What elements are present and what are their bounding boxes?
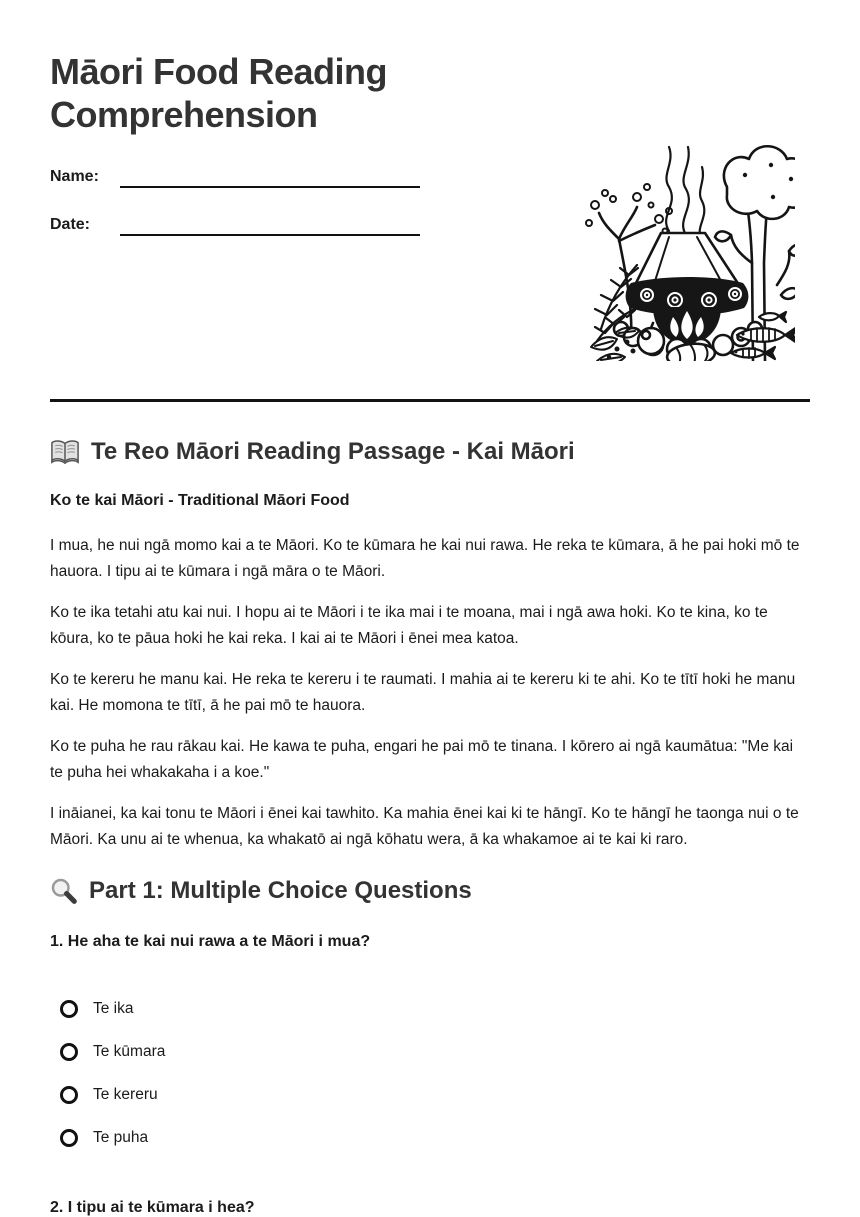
passage-paragraph: Ko te kereru he manu kai. He reka te kereru i te raumati. I mahia ai te kereru ki te ahi. Ko te tītī hoki he manu kai. He momona te tītī, ā he pai mō te hauora. — [50, 671, 796, 714]
option-te-kereru[interactable] — [50, 1083, 810, 1107]
passage-heading-text: Te Reo Māori Reading Passage - Kai Māori — [91, 438, 575, 465]
hangi-illustration — [545, 135, 795, 361]
question-2-text: 2. I tipu ai te kūmara i hea? — [50, 1199, 255, 1216]
name-label: Name: — [50, 168, 99, 186]
passage-heading — [50, 438, 810, 466]
option-te-kumara[interactable] — [50, 1040, 810, 1064]
passage-paragraph: I ināianei, ka kai tonu te Māori i ēnei kai tawhito. Ka mahia ēnei kai ki te hāngī. Ko te hāngī he taonga nui o te Māori. Ka unu ai te whenua, ka whakatō ai ngā kōhatu wera, ā ka whakamoe ai te kai ki raro. — [50, 805, 799, 848]
part1-section — [50, 877, 810, 1217]
option-label: Te puha — [93, 1129, 149, 1146]
passage-subheading: Ko te kai Māori - Traditional Māori Food — [50, 492, 350, 509]
radio-button[interactable] — [60, 1000, 78, 1018]
passage-paragraph: Ko te puha he rau rākau kai. He kawa te puha, engari he pai mō te tinana. I kōrero ai ngā kaumātua: "Me kai te puha hei whakakaha i a koe." — [50, 738, 794, 781]
passage-section — [50, 438, 810, 853]
question-1-options — [50, 997, 810, 1150]
worksheet-header — [50, 50, 810, 399]
name-input-line[interactable] — [120, 168, 420, 188]
worksheet-page — [0, 50, 860, 1217]
option-te-puha[interactable] — [50, 1126, 810, 1150]
magnifying-glass-icon — [50, 877, 78, 905]
option-label: Te ika — [93, 1000, 134, 1017]
open-book-icon — [50, 438, 80, 466]
option-label: Te kereru — [93, 1086, 158, 1103]
radio-button[interactable] — [60, 1086, 78, 1104]
radio-button[interactable] — [60, 1129, 78, 1147]
option-label: Te kūmara — [93, 1043, 166, 1060]
part1-heading-text: Part 1: Multiple Choice Questions — [89, 877, 472, 904]
question-1-text: 1. He aha te kai nui rawa a te Māori i mua? — [50, 933, 371, 950]
passage-paragraph: I mua, he nui ngā momo kai a te Māori. Ko te kūmara he kai nui rawa. He reka te kūmara, ā he pai hoki mō te hauora. I tipu ai te kūmara i ngā māra o te Māori. — [50, 537, 800, 580]
option-te-ika[interactable] — [50, 997, 810, 1021]
part1-heading — [50, 877, 810, 905]
date-input-line[interactable] — [120, 216, 420, 236]
header-divider — [50, 399, 810, 402]
date-label: Date: — [50, 216, 91, 234]
radio-button[interactable] — [60, 1043, 78, 1061]
page-title: Māori Food Reading Comprehension — [50, 51, 387, 136]
passage-paragraph: Ko te ika tetahi atu kai nui. I hopu ai te Māori i te ika mai i te moana, mai i ngā awa hoki. Ko te kina, ko te kōura, ko te pāua hoki he kai reka. I kai ai te Māori i ēnei mea katoa. — [50, 604, 768, 647]
